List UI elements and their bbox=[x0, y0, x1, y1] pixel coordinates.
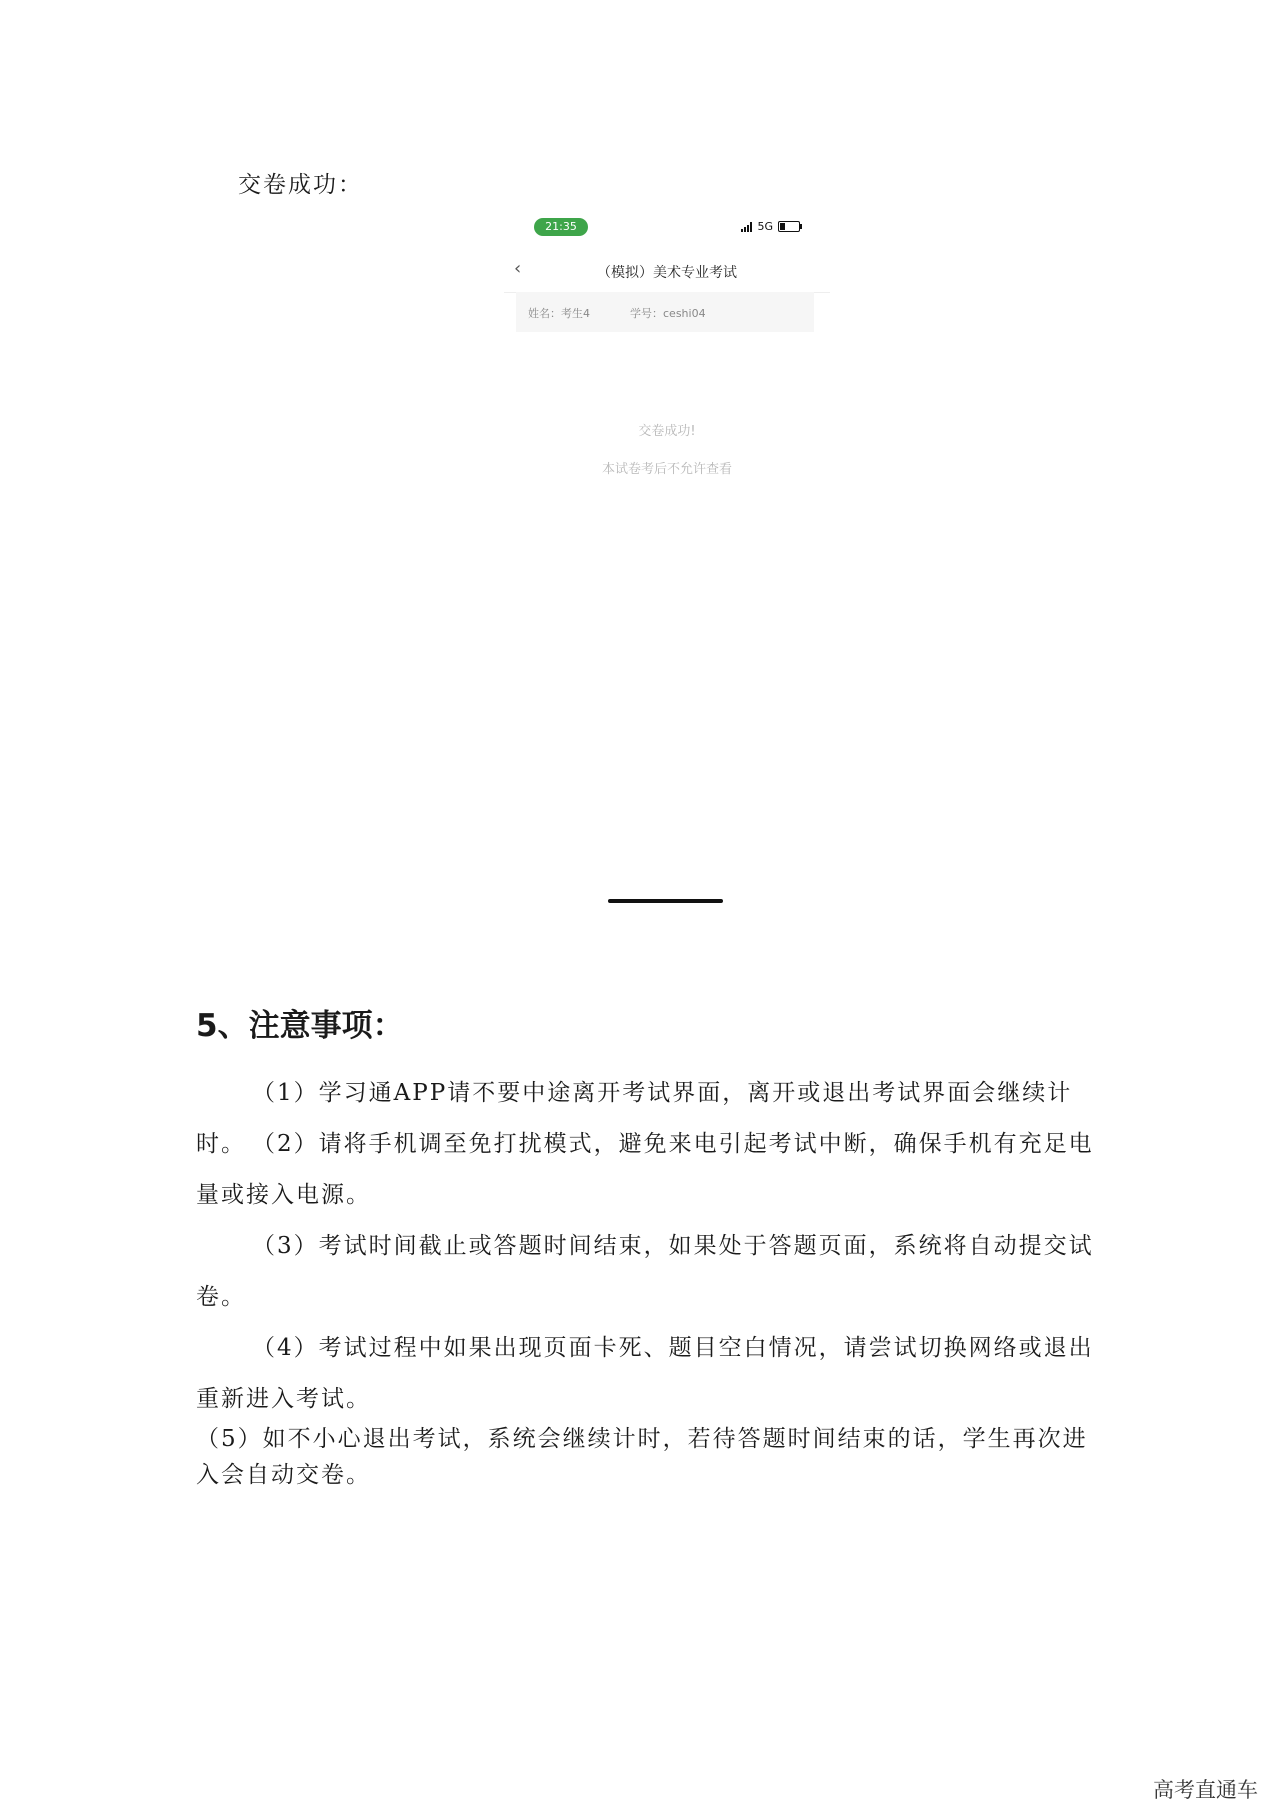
phone-screenshot bbox=[504, 214, 830, 734]
review-not-allowed-message: 本试卷考后不允许查看 bbox=[601, 462, 732, 477]
note-paragraph: （3）考试时间截止或答题时间结束，如果处于答题页面，系统将自动提交试卷。 bbox=[196, 1233, 1094, 1310]
note-paragraph: （5）如不小心退出考试，系统会继续计时，若待答题时间结束的话，学生再次进入会自动交卷。 bbox=[196, 1426, 1088, 1488]
home-indicator-bar bbox=[608, 899, 723, 903]
submit-success-message: 交卷成功! bbox=[638, 424, 696, 439]
note-paragraph: （2）请将手机调至免打扰模式，避免来电引起考试中断，确保手机有充足电量或接入电源。 bbox=[196, 1131, 1094, 1208]
battery-icon bbox=[778, 221, 800, 232]
note-paragraph: （4）考试过程中如果出现页面卡死、题目空白情况，请尝试切换网络或退出重新进入考试。 bbox=[196, 1335, 1094, 1412]
network-label: 5G bbox=[757, 220, 773, 233]
footer-watermark: 高考直通车 bbox=[1153, 1778, 1258, 1802]
exam-title: （模拟）美术专业考试 bbox=[597, 265, 737, 281]
section-heading: 5、注意事项： bbox=[196, 1008, 404, 1044]
student-info bbox=[516, 292, 814, 332]
back-chevron-icon[interactable]: ‹ bbox=[514, 258, 522, 279]
student-id: 学号：ceshi04 bbox=[630, 307, 706, 320]
note-paragraph: （1）学习通APP请不要中途离开考试界面，离开或退出考试界面会继续计时。 bbox=[196, 1080, 1073, 1157]
status-indicators bbox=[741, 220, 800, 233]
intro-text: 交卷成功： bbox=[238, 172, 363, 198]
student-name: 姓名：考生4 bbox=[528, 307, 590, 320]
status-time: 21:35 bbox=[534, 218, 588, 236]
signal-icon bbox=[741, 222, 752, 232]
nav-bar bbox=[504, 250, 830, 293]
